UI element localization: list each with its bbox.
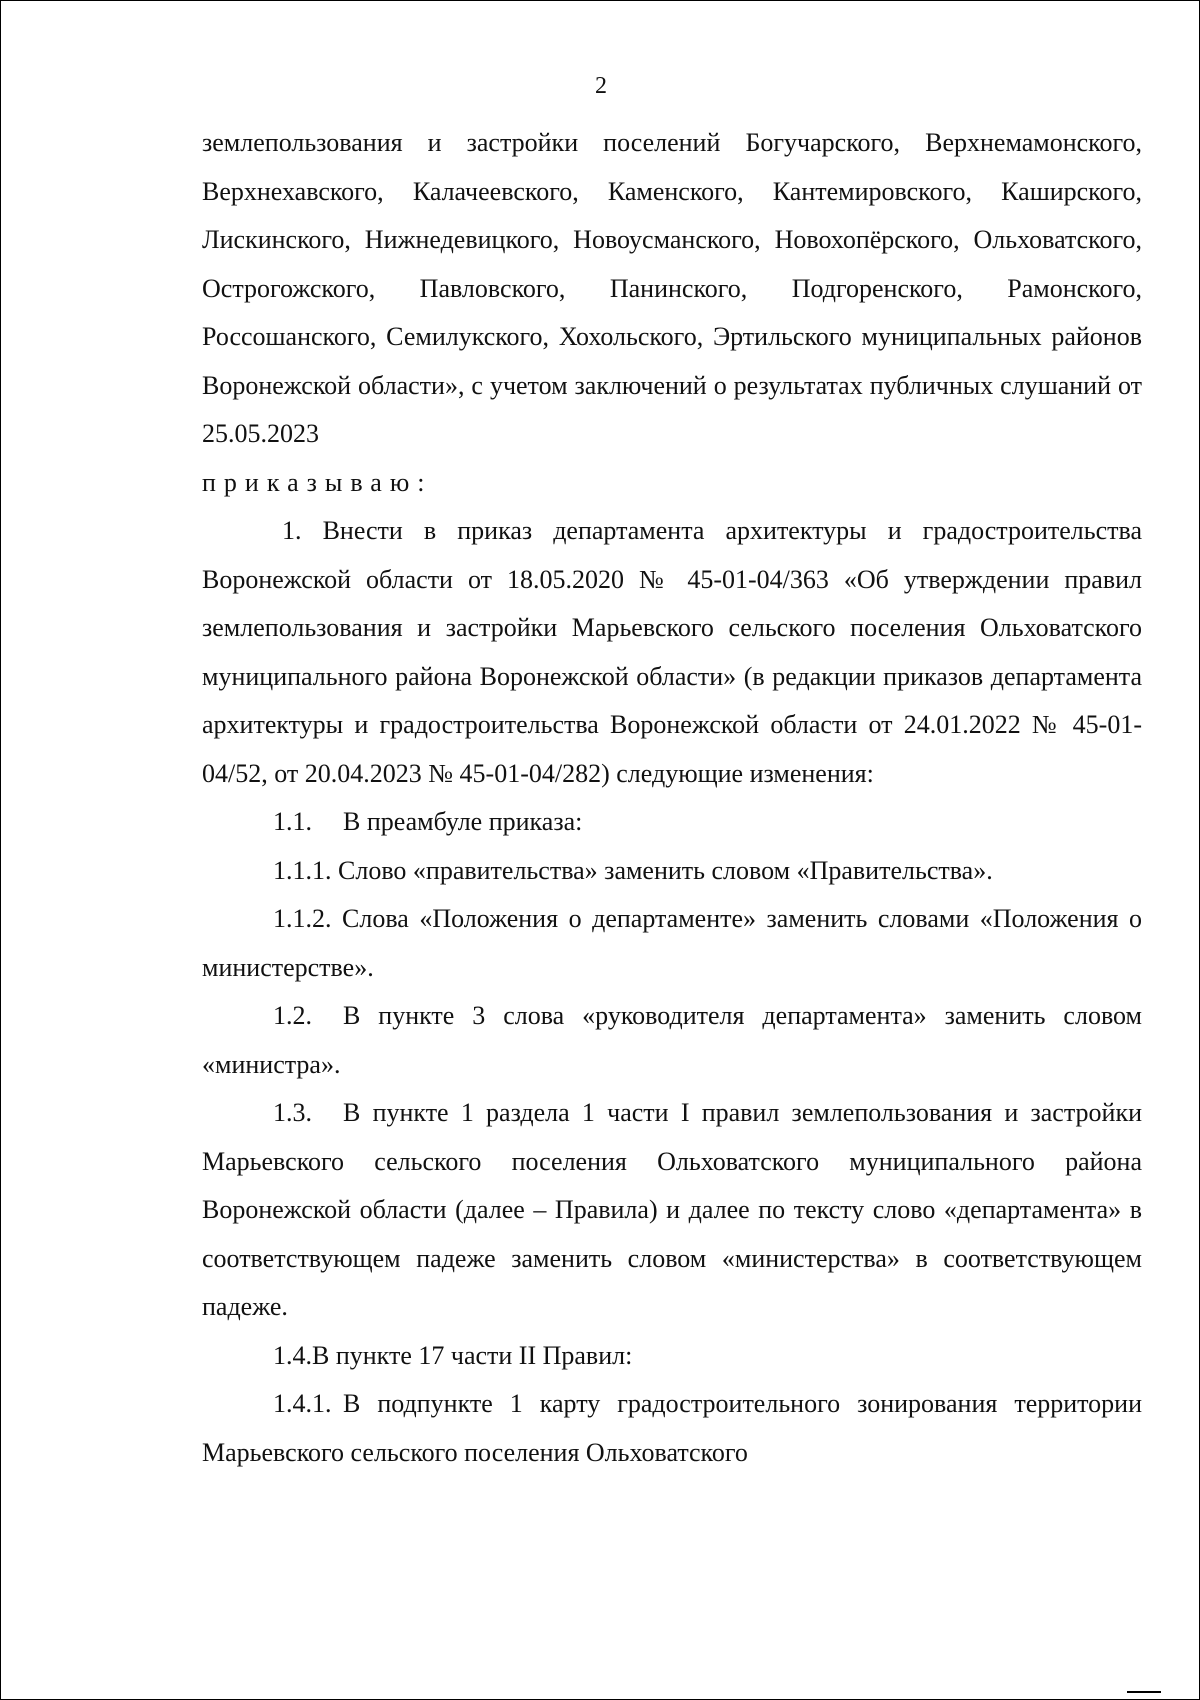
- clause-text: Слово «правительства» заменить словом «Правительства».: [338, 855, 993, 885]
- clause-1-3: [202, 1089, 1142, 1332]
- clause-text: Слова «Положения о департаменте» заменить словами «Положения о министерстве».: [202, 904, 1143, 982]
- clause-number: 1.3.: [273, 1098, 312, 1127]
- preamble-continuation: землепользования и застройки поселений Богучарского, Верхнемамонского, Верхнехавского, Калачеевского, Каменского, Кантемировского, Каширского, Лискинского, Нижнедевицкого, Новоусманского, Новохопёрского, Ольховатского, Острогожского, Павловского, Панинского, Подгоренского, Рамонского, Россошанского, Семилукского, Хохольского, Эртильского муниципальных районов Воронежской области», с учетом заключений о результатах публичных слушаний от 25.05.2023: [202, 128, 1142, 448]
- clause-number: 1.1.1.: [273, 855, 332, 885]
- clause-1-4-1: [202, 1380, 1142, 1477]
- clause-text: Внести в приказ департамента архитектуры и градостроительства Воронежской области от 18.05.2020 № 45-01-04/363 «Об утверждении правил землепользования и застройки Марьевского сельского поселения Ольховатского муниципального района Воронежской области» (в редакции приказов департамента архитектуры и градостроительства Воронежской области от 24.01.2022 № 45-01-04/52, от 20.04.2023 № 45-01-04/282) следующие изменения:: [202, 516, 1143, 788]
- clause-text: В подпункте 1 карту градостроительного зонирования территории Марьевского сельского поселения Ольховатского: [202, 1389, 1142, 1467]
- clause-1-1-2: [202, 895, 1142, 992]
- clause-number: 1.2.: [273, 1001, 312, 1030]
- order-word-text: приказываю:: [202, 467, 433, 497]
- scan-artifact: [1127, 1691, 1161, 1693]
- clause-1-4: [202, 1332, 1142, 1381]
- clause-1-1-1: [202, 847, 1142, 896]
- clause-text: В пункте 3 слова «руководителя департамента» заменить словом «министра».: [202, 1001, 1142, 1079]
- clause-number: 1.4.: [273, 1340, 312, 1370]
- clause-text: В пункте 17 части II Правил:: [312, 1340, 633, 1370]
- clause-1-1: [202, 798, 1142, 847]
- clause-text: В пункте 1 раздела 1 части I правил землепользования и застройки Марьевского сельского поселения Ольховатского муниципального района Воронежской области (далее – Правила) и далее по тексту слово «департамента» в соответствующем падеже заменить словом «министерства» в соответствующем падеже.: [202, 1098, 1142, 1321]
- clause-1-2: [202, 992, 1142, 1089]
- clause-number: 1.4.1.: [273, 1389, 332, 1418]
- document-body: [202, 119, 1142, 1477]
- page-number: 2: [595, 73, 607, 99]
- clause-1: [202, 507, 1142, 798]
- clause-number: 1.1.: [273, 807, 312, 836]
- order-word: [202, 459, 1142, 508]
- clause-number: 1.: [282, 516, 302, 545]
- clause-text: В преамбуле приказа:: [343, 807, 583, 836]
- clause-number: 1.1.2.: [273, 904, 332, 933]
